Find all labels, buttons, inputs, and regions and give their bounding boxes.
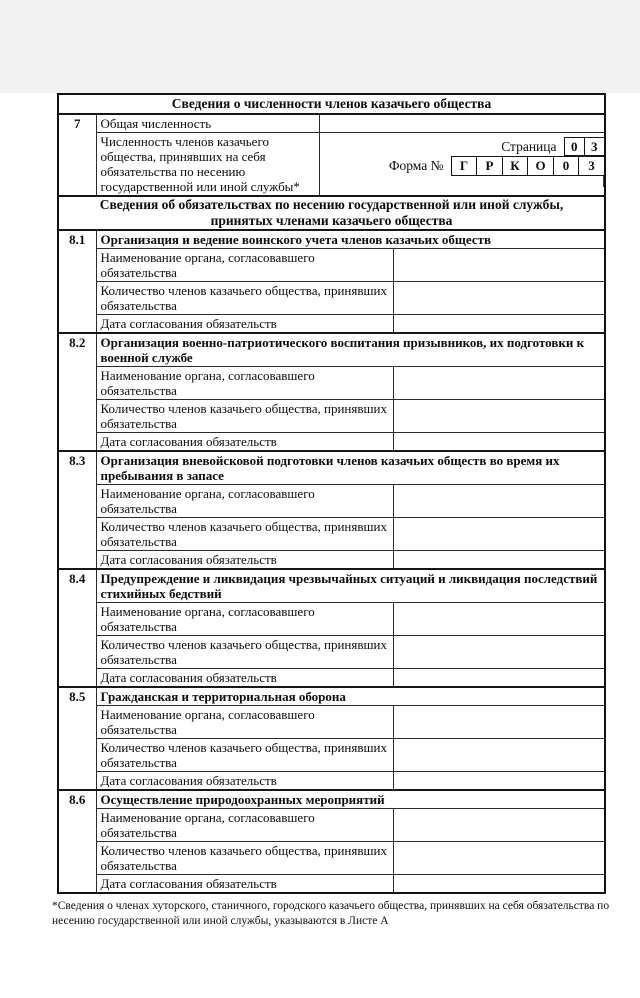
form-number-label: Форма № <box>388 158 444 173</box>
field-value <box>393 282 605 315</box>
field-value <box>319 114 605 133</box>
item-number: 8.5 <box>58 687 96 790</box>
form-number-row <box>389 156 605 176</box>
field-label: Дата согласования обязательств <box>96 669 393 688</box>
field-label: Наименование органа, согласовавшего обязательства <box>96 249 393 282</box>
field-value <box>393 433 605 452</box>
field-label: Количество членов казачьего общества, принявших обязательства <box>96 739 393 772</box>
field-value <box>393 875 605 894</box>
item-number: 8.2 <box>58 333 96 451</box>
page-number-row <box>389 137 605 156</box>
item-number: 8.6 <box>58 790 96 893</box>
field-value <box>393 842 605 875</box>
form-code-cell: 3 <box>578 156 605 176</box>
connector-line <box>603 176 604 187</box>
field-value <box>393 669 605 688</box>
field-label: Наименование органа, согласовавшего обязательства <box>96 603 393 636</box>
field-label: Численность членов казачьего общества, принявших на себя обязательства по несению государственной или иной службы* <box>96 133 319 197</box>
page-code-boxes <box>564 137 606 156</box>
form-table <box>57 93 606 894</box>
field-label: Дата согласования обязательств <box>96 772 393 791</box>
form-header <box>389 137 605 176</box>
field-value <box>393 485 605 518</box>
field-value <box>393 518 605 551</box>
page-number-label: Страница <box>501 138 557 154</box>
field-label: Количество членов казачьего общества, принявших обязательства <box>96 282 393 315</box>
section-title-obligations: Сведения об обязательствах по несению государственной или иной службы, принятых членами казачьего общества <box>58 196 605 230</box>
obligation-title: Организация военно-патриотического воспитания призывников, их подготовки к военной службе <box>96 333 605 367</box>
field-value <box>393 739 605 772</box>
field-label: Дата согласования обязательств <box>96 875 393 894</box>
form-code-cell: К <box>502 156 529 176</box>
obligation-title: Организация и ведение воинского учета членов казачьих обществ <box>96 230 605 249</box>
field-value <box>393 249 605 282</box>
field-value <box>393 315 605 334</box>
field-label: Дата согласования обязательств <box>96 433 393 452</box>
obligation-title: Осуществление природоохранных мероприятий <box>96 790 605 809</box>
obligation-title: Предупреждение и ликвидация чрезвычайных ситуаций и ликвидация последствий стихийных бедствий <box>96 569 605 603</box>
field-value <box>393 772 605 791</box>
field-label: Количество членов казачьего общества, принявших обязательства <box>96 518 393 551</box>
footnote: *Сведения о членах хуторского, станичного, городского казачьего общества, принявших на себя обязательства по несению государственной или иной службы, указываются в Листе А <box>52 900 610 927</box>
obligation-title: Гражданская и территориальная оборона <box>96 687 605 706</box>
field-label: Наименование органа, согласовавшего обязательства <box>96 485 393 518</box>
field-value <box>393 551 605 570</box>
field-label: Дата согласования обязательств <box>96 315 393 334</box>
field-value <box>393 706 605 739</box>
field-label: Наименование органа, согласовавшего обязательства <box>96 809 393 842</box>
form-code-cell: Р <box>476 156 503 176</box>
field-label: Наименование органа, согласовавшего обязательства <box>96 706 393 739</box>
obligation-title: Организация вневойсковой подготовки членов казачьих обществ во время их пребывания в запасе <box>96 451 605 485</box>
item-number: 8.3 <box>58 451 96 569</box>
form-code-cell: 0 <box>553 156 580 176</box>
form-code-cell: О <box>527 156 554 176</box>
field-label: Количество членов казачьего общества, принявших обязательства <box>96 400 393 433</box>
field-value <box>393 809 605 842</box>
field-value <box>393 603 605 636</box>
item-number: 8.4 <box>58 569 96 687</box>
field-label: Количество членов казачьего общества, принявших обязательства <box>96 842 393 875</box>
item-number: 8.1 <box>58 230 96 333</box>
item-number: 7 <box>58 114 96 196</box>
field-value <box>393 367 605 400</box>
field-label: Общая численность <box>96 114 319 133</box>
page-code-cell: 0 <box>564 137 586 156</box>
form-code-cell: Г <box>451 156 478 176</box>
form-code-boxes <box>451 156 606 176</box>
section-title-membership: Сведения о численности членов казачьего общества <box>58 94 605 114</box>
field-value <box>393 400 605 433</box>
field-label: Дата согласования обязательств <box>96 551 393 570</box>
field-label: Количество членов казачьего общества, принявших обязательства <box>96 636 393 669</box>
page-code-cell: 3 <box>584 137 606 156</box>
form-page <box>0 93 640 998</box>
field-label: Наименование органа, согласовавшего обязательства <box>96 367 393 400</box>
field-value <box>393 636 605 669</box>
